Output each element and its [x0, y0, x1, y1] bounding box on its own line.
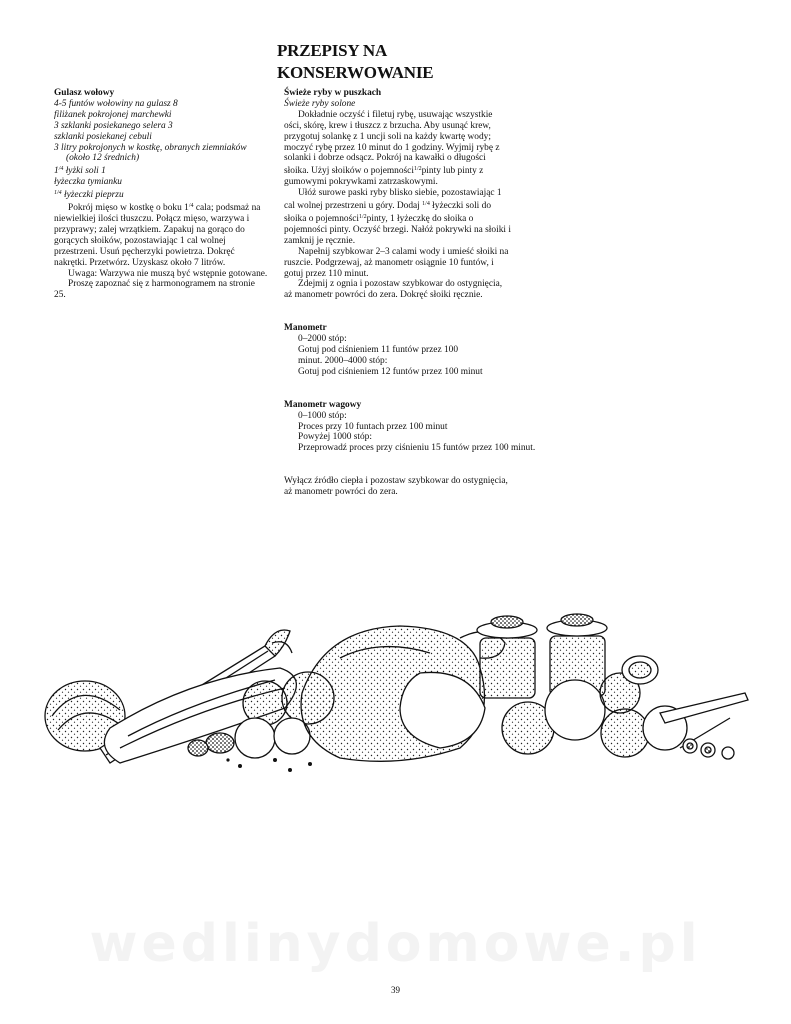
- food-illustration: [40, 598, 755, 778]
- pressure-line: Przeprowadź proces przy ciśnieniu 15 funtów przez 100 minut.: [298, 443, 536, 454]
- recipe-paragraph: Zdejmij z ognia i pozostaw szybkowar do ostygnięcia, aż manometr powróci do zera. Dokręć słoiki ręcznie.: [284, 279, 503, 301]
- ingredients-list: [54, 99, 268, 201]
- closing-paragraph: Wyłącz źródło ciepła i pozostaw szybkowar do ostygnięcia, aż manometr powróci do zera.: [284, 476, 508, 498]
- ingredient-line: [54, 164, 268, 177]
- pressure-line: 0–1000 stóp:: [298, 410, 347, 421]
- fraction-denominator: 2: [363, 213, 367, 220]
- title-line-2: KONSERWOWANIE: [277, 63, 434, 82]
- ingredient-line: łyżeczka tymianku: [54, 177, 122, 188]
- recipe-subheading: Świeże ryby solone: [284, 98, 356, 109]
- fraction-denominator: 4: [58, 190, 62, 197]
- title-line-1: PRZEPISY NA: [277, 41, 388, 60]
- ingredient-text: łyżeczki pieprzu: [61, 190, 124, 201]
- manometr-heading: Manometr: [284, 323, 327, 334]
- step-text: Pokrój mięso w kostkę o boku 1: [68, 203, 189, 214]
- fraction-slash: /: [188, 203, 191, 210]
- recipe-heading: Gulasz wołowy: [54, 88, 115, 98]
- recipe-paragraph: Dokładnie oczyść i filetuj rybę, usuwając wszystkie ości, skórę, krew i tłuszcz z brzucha. Aby usunąć krew, przygotuj solankę z 1 uncji soli na każdy kwartę wody; moczyć rybę przez 10 minut do 1 godziny. Wyjmij rybę z solanki i dobrze odsącz. Pokrój na kawałki o długości słoika. Użyj słoików o pojemności$^{1/2}$pinty lub pinty z gumowymi pokrywkami zatrzaskowymi.: [284, 109, 500, 188]
- lemon-icon: [622, 656, 658, 684]
- ingredient-line: 3 litry pokrojonych w kostkę, obranych ziemniaków: [54, 142, 247, 153]
- paragraph-text: łyżeczki soli do słoika o pojemności: [284, 201, 492, 224]
- fraction-numerator: 1: [54, 166, 59, 177]
- page-title: [277, 40, 577, 84]
- pressure-line: Proces przy 10 funtach przez 100 minut: [298, 421, 448, 432]
- recipe-paragraph: Ułóż surowe paski ryby blisko siebie, pozostawiając 1 cal wolnej przestrzeni u góry. Dodaj $^{1/4}$ łyżeczki soli do słoika o pojemności$^{1/2}$pinty, 1 łyżeczkę do słoika o pojemności pinty. Oczyść brzegi. Nałóż pokrywki na słoiki i zamknij je ręcznie.: [284, 188, 511, 246]
- recipe-paragraph: Napełnij szybkowar 2–3 calami wody i umieść słoiki na ruszcie. Podgrzewaj, aż manometr osiągnie 10 funtów, i gotuj przez 110 minut.: [284, 246, 509, 279]
- paragraph-text: Ułóż surowe paski ryby blisko siebie, pozostawiając 1 cal wolnej przestrzeni u góry. Dodaj: [284, 188, 502, 212]
- step-text: cala; podsmaż na niewielkiej ilości tłuszczu. Połącz mięso, warzywa i przyprawy; zalej wrzątkiem. Zapakuj na gorąco do gorących słoików, pozostawiając 1 cal wolnej przestrzeni. Usuń pęcherzyki powietrza. Dokręć nakrętki. Przetwórz. Uzyskasz około 7 litrów.: [54, 203, 261, 268]
- fraction-denominator: 2: [418, 166, 422, 173]
- ingredient-line: filiżanek pokrojonej marchewki: [54, 109, 172, 120]
- ingredient-line: szklanki posiekanej cebuli: [54, 131, 152, 142]
- right-column: [284, 88, 536, 498]
- fraction-numerator: 1: [54, 190, 57, 197]
- pressure-line: Gotuj pod ciśnieniem 12 funtów przez 100 minut: [298, 366, 483, 377]
- pressure-line: minut. 2000–4000 stóp:: [298, 355, 388, 366]
- fraction-denominator: 4: [426, 201, 430, 208]
- paragraph-text: Dokładnie oczyść i filetuj rybę, usuwając wszystkie ości, skórę, krew i tłuszcz z brzucha. Aby usunąć krew, przygotuj solankę z 1 uncji soli na każdy kwartę wody; moczyć rybę przez 10 minut do 1 godziny. Wyjmij rybę z solanki i dobrze odsącz. Pokrój na kawałki o długości słoika. Użyj słoików o pojemności: [284, 109, 500, 177]
- fraction-slash: /: [58, 166, 61, 173]
- page-number: 39: [391, 985, 400, 995]
- ingredient-text: łyżki soli 1: [65, 166, 106, 177]
- peppercorn-icon: [226, 758, 312, 772]
- fraction-denominator: 4: [60, 166, 64, 173]
- ingredient-line: [54, 188, 268, 201]
- fraction-numerator: 1: [422, 201, 426, 208]
- ingredient-line: (około 12 średnich): [66, 153, 140, 164]
- recipe-note: Uwaga: Warzywa nie muszą być wstępnie gotowane.: [68, 268, 268, 279]
- fraction-numerator: 1: [413, 166, 417, 173]
- pressure-line: Powyżej 1000 stóp:: [298, 432, 372, 443]
- turkey-icon: [301, 626, 505, 761]
- watermark: wedlinydomowe.pl: [89, 914, 702, 974]
- recipe-step: [54, 201, 268, 268]
- recipe-heading: Świeże ryby w puszkach: [284, 88, 382, 98]
- paragraph-text: pinty lub pinty z gumowymi pokrywkami zatrzaskowymi.: [284, 166, 484, 188]
- fraction-numerator: 1: [359, 213, 362, 220]
- ingredient-line: 3 szklanki posiekanego selera 3: [54, 120, 173, 131]
- paragraph-text: pinty, 1 łyżeczkę do słoika o pojemności pinty. Oczyść brzegi. Nałóż pokrywki na słoiki i zamknij je ręcznie.: [284, 213, 511, 246]
- pressure-line: Gotuj pod ciśnieniem 11 funtów przez 100: [298, 345, 459, 356]
- fraction-slash: /: [57, 190, 59, 197]
- left-column: [54, 88, 268, 301]
- pressure-line: 0–2000 stóp:: [298, 334, 347, 345]
- fraction-denominator: 4: [190, 203, 194, 210]
- weighted-gauge-heading: Manometr wagowy: [284, 399, 362, 410]
- recipe-note: Proszę zapoznać się z harmonogramem na stronie 25.: [54, 279, 255, 301]
- ingredient-line: 4-5 funtów wołowiny na gulasz 8: [54, 98, 178, 109]
